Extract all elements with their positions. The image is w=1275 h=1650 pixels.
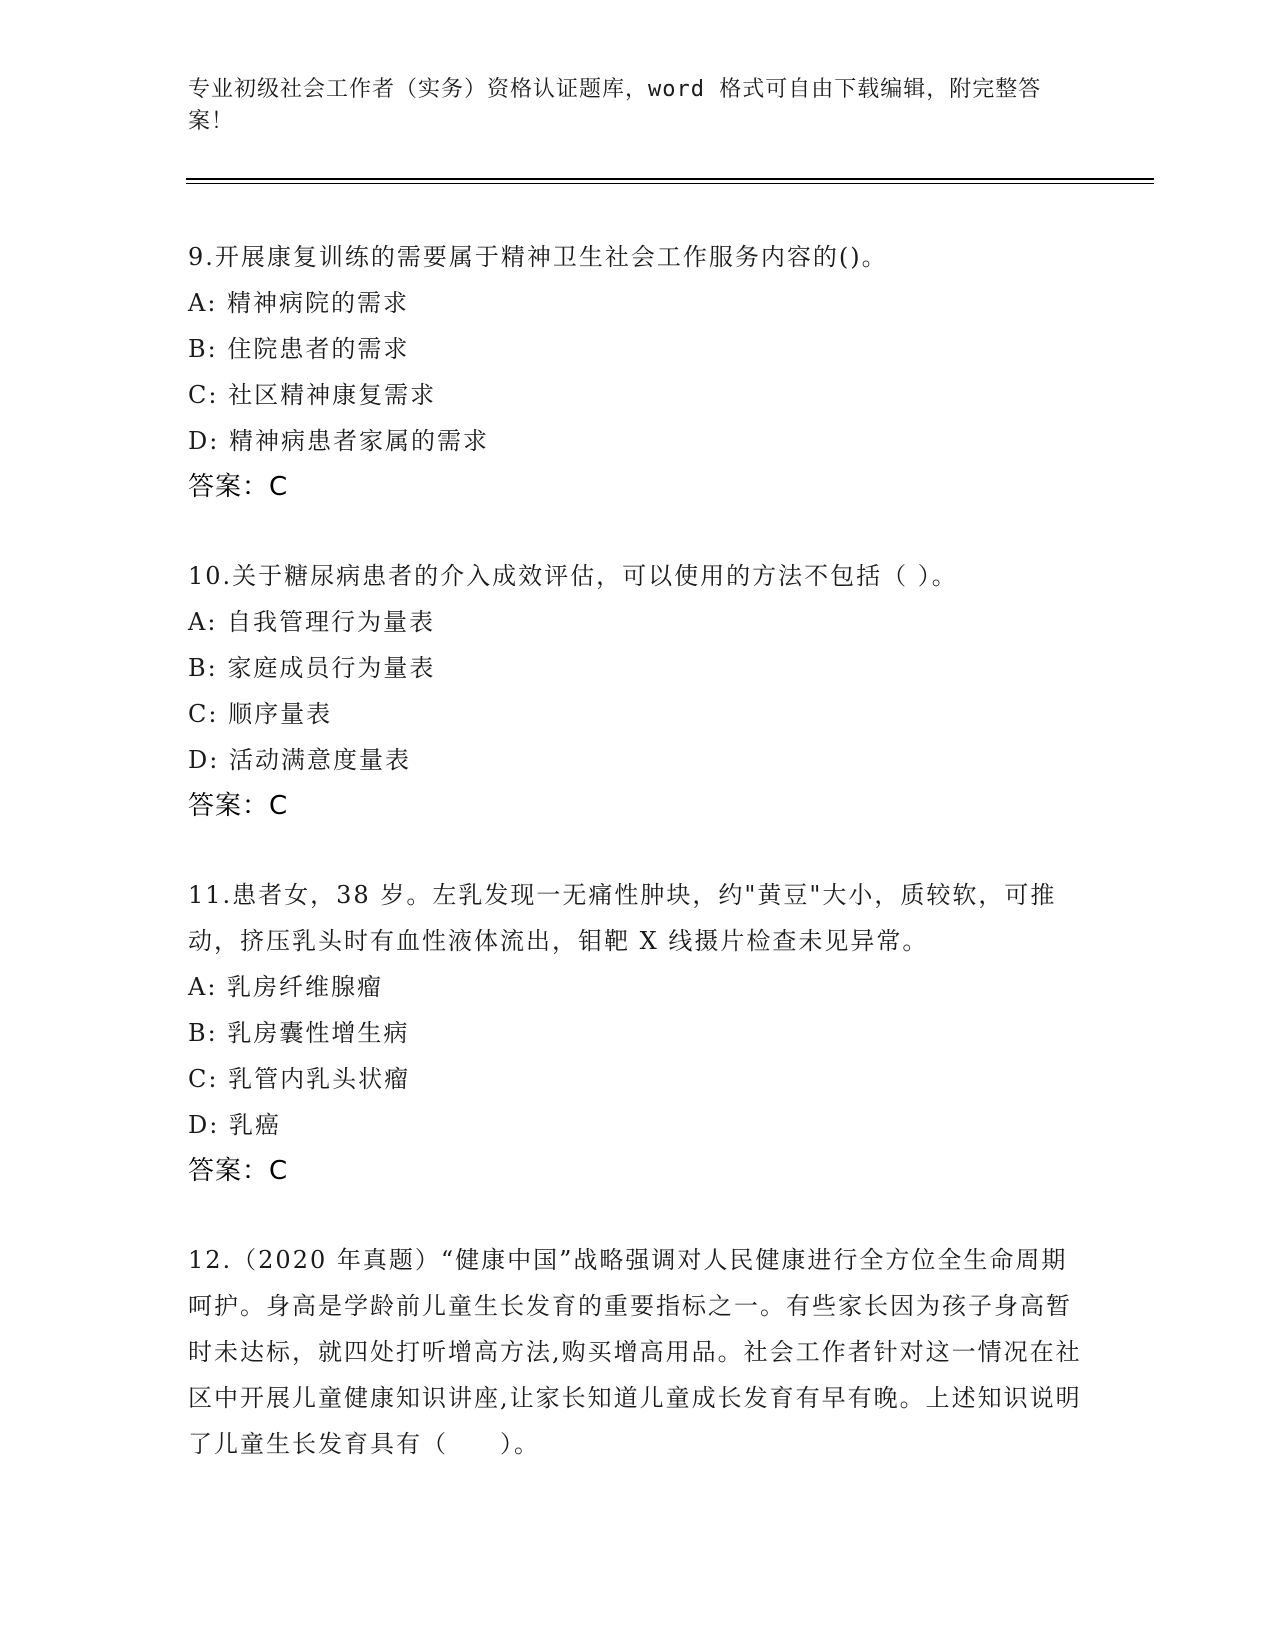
header-divider-thick: [186, 178, 1154, 180]
option-c: C: 乳管内乳头状瘤: [188, 1065, 411, 1093]
option-a: A: 自我管理行为量表: [188, 608, 436, 636]
question-11: [188, 872, 1088, 1194]
question-9: [188, 234, 1088, 510]
option-d: D: 活动满意度量表: [188, 746, 411, 774]
answer-line: 答案：C: [188, 791, 289, 821]
option-b: B: 家庭成员行为量表: [188, 654, 436, 682]
option-b: B: 住院患者的需求: [188, 335, 410, 363]
option-a: A: 精神病院的需求: [188, 289, 410, 317]
answer-line: 答案：C: [188, 472, 289, 502]
question-stem: 10.关于糖尿病患者的介入成效评估，可以使用的方法不包括（ ）。: [188, 562, 958, 590]
option-d: D: 精神病患者家属的需求: [188, 427, 489, 455]
question-stem: 9.开展康复训练的需要属于精神卫生社会工作服务内容的()。: [188, 243, 888, 271]
option-b: B: 乳房囊性增生病: [188, 1019, 410, 1047]
option-d: D: 乳癌: [188, 1111, 281, 1139]
page-header-text: 专业初级社会工作者（实务）资格认证题库，word 格式可自由下载编辑，附完整答案！: [188, 77, 1042, 134]
question-10: [188, 553, 1088, 829]
question-stem: 11.患者女，38 岁。左乳发现一无痛性肿块，约"黄豆"大小，质较软，可推动，挤压乳头时有血性液体流出，钼靶 X 线摄片检查未见异常。: [188, 881, 1057, 955]
option-a: A: 乳房纤维腺瘤: [188, 973, 384, 1001]
option-c: C: 社区精神康复需求: [188, 381, 437, 409]
question-12: [188, 1237, 1088, 1467]
option-c: C: 顺序量表: [188, 700, 333, 728]
header-divider-thin: [186, 183, 1154, 184]
answer-line: 答案：C: [188, 1156, 289, 1186]
question-stem: 12.（2020 年真题）“健康中国”战略强调对人民健康进行全方位全生命周期呵护。身高是学龄前儿童生长发育的重要指标之一。有些家长因为孩子身高暂时未达标，就四处打听增高方法,购买增高用品。社会工作者针对这一情况在社区中开展儿童健康知识讲座,让家长知道儿童成长发育有早有晚。上述知识说明了儿童生长发育具有（ ）。: [188, 1246, 1082, 1458]
